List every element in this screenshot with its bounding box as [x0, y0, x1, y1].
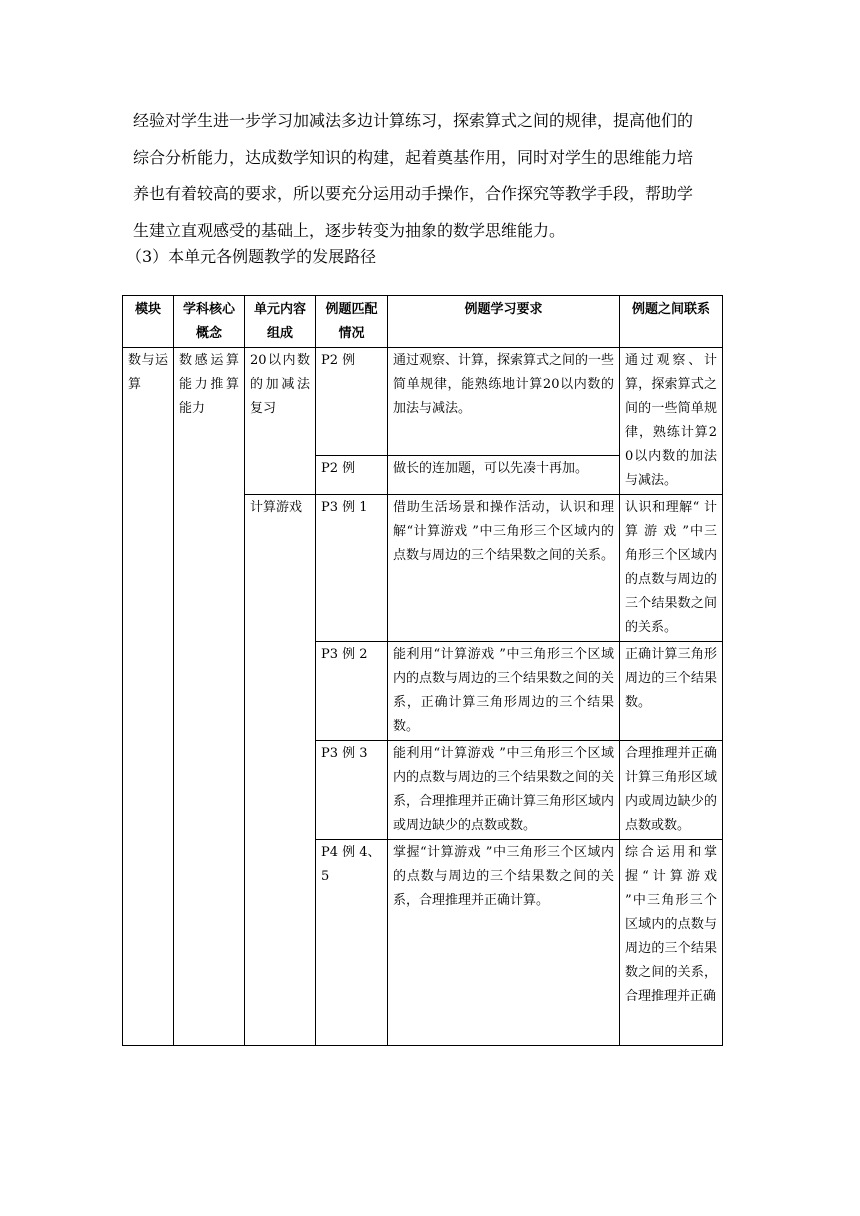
requirement-cell: 能利用“计算游戏 ”中三角形三个区域内的点数与周边的三个结果数之间的关系，正确计算三角形周边的三个结果数。	[388, 642, 620, 741]
paragraph-line: 综合分析能力，达成数学知识的构建，起着奠基作用，同时对学生的思维能力培	[133, 147, 694, 167]
header-learning-requirement: 例题学习要求	[388, 296, 620, 348]
requirement-cell: 能利用“计算游戏 ”中三角形三个区域内的点数与周边的三个结果数之间的关系，合理推理并正确计算三角形区域内或周边缺少的点数或数。	[388, 741, 620, 840]
link-cell: 合理推理并正确计算三角形区域内或周边缺少的点数或数。	[620, 741, 723, 840]
example-cell: P3 例 3	[316, 741, 388, 840]
paragraph-line: 经验对学生进一步学习加减法多边计算练习，探索算式之间的规律，提高他们的	[133, 111, 694, 130]
module-cell: 数与运算	[123, 348, 174, 1046]
example-cell: P4 例 4、5	[316, 840, 388, 1046]
link-cell: 认识和理解“ 计 算 游 戏 ”中三角形三个区域内的点数与周边的三个结果数之间的关系。	[620, 495, 723, 642]
unit-content-cell: 计算游戏	[245, 495, 316, 1046]
header-example-match: 例题匹配情况	[316, 296, 388, 348]
requirement-cell: 通过观察、计算，探索算式之间的一些简单规律，能熟练地计算20以内数的加法与减法。	[388, 348, 620, 456]
link-cell: 通过观察、计算，探索算式之间的一些简单规律，熟练计算20以内数的加法与减法。	[620, 348, 723, 495]
table-row	[123, 348, 723, 456]
paragraph-line: 生建立直观感受的基础上，逐步转变为抽象的数学思维能力。	[133, 220, 566, 240]
requirement-cell: 做长的连加题，可以先凑十再加。	[388, 456, 620, 495]
link-cell: 综合运用和掌握“计算游戏 ”中三角形三个区域内的点数与周边的三个结果数之间的关系，合理推理并正确	[620, 840, 723, 1046]
concept-cell: 数感运算能力推算能力	[174, 348, 245, 1046]
header-unit-content: 单元内容组成	[245, 296, 316, 348]
header-core-concept: 学科核心概念	[174, 296, 245, 348]
requirement-cell: 借助生活场景和操作活动，认识和理解“计算游戏 ”中三角形三个区域内的点数与周边的三个结果数之间的关系。	[388, 495, 620, 642]
requirement-cell: 掌握“计算游戏 ”中三角形三个区域内的点数与周边的三个结果数之间的关系，合理推理并正确计算。	[388, 840, 620, 1046]
header-example-link: 例题之间联系	[620, 296, 723, 348]
table-header-row	[123, 296, 723, 348]
body-paragraph	[133, 103, 733, 249]
example-cell: P3 例 2	[316, 642, 388, 741]
link-cell: 正确计算三角形周边的三个结果数。	[620, 642, 723, 741]
example-cell: P3 例 1	[316, 495, 388, 642]
paragraph-line: 养也有着较高的要求，所以要充分运用动手操作，合作探究等教学手段，帮助学	[133, 184, 694, 203]
header-module: 模块	[123, 296, 174, 348]
example-cell: P2 例	[316, 348, 388, 456]
section-heading: （3）本单元各例题教学的发展路径	[126, 247, 377, 266]
example-cell: P2 例	[316, 456, 388, 495]
example-path-table	[122, 295, 723, 1046]
unit-content-cell: 20以内数的加减法复习	[245, 348, 316, 495]
